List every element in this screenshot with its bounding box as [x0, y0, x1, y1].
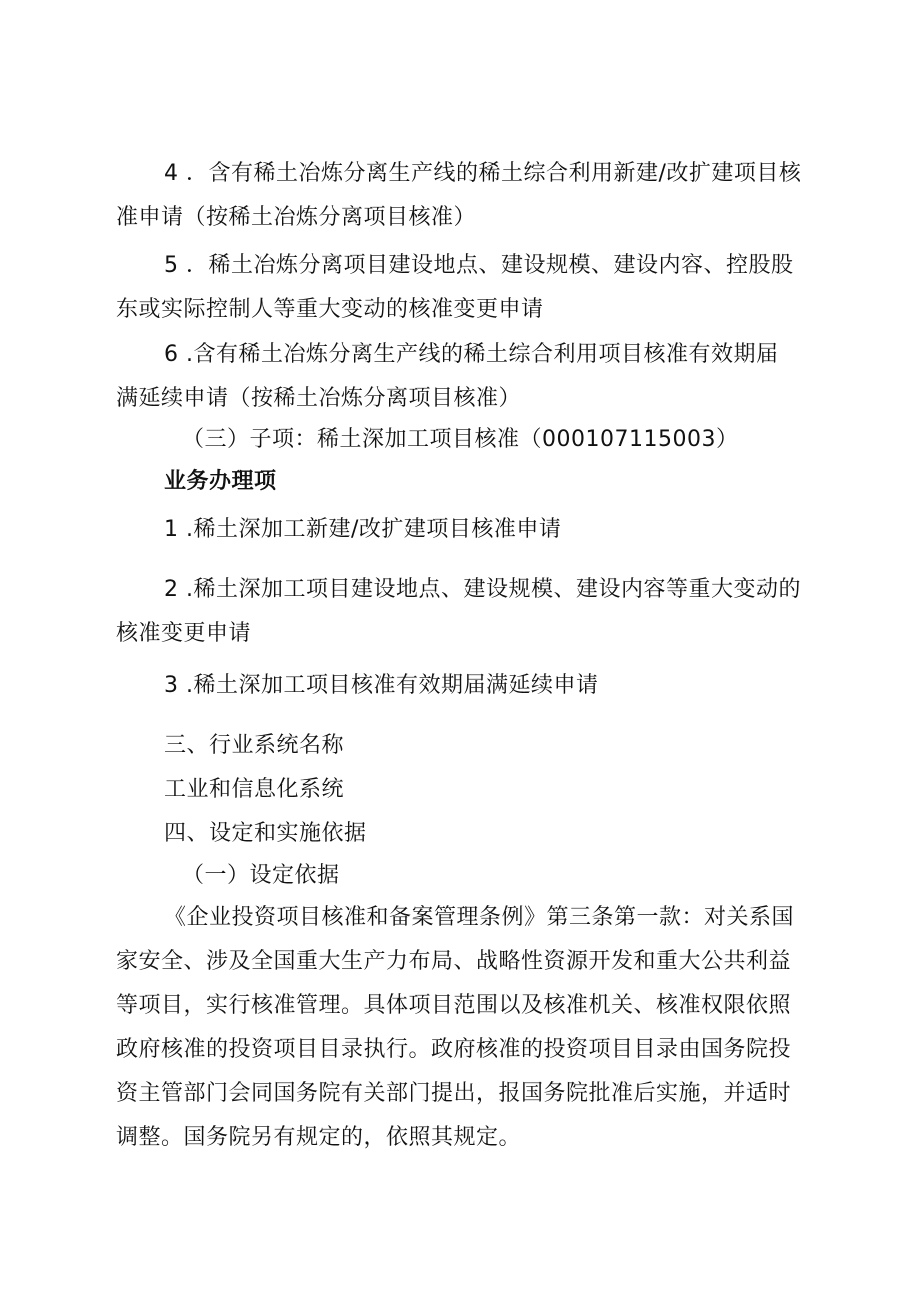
list-item-4	[116, 152, 816, 240]
text-line: 东或实际控制人等重大变动的核准变更申请	[116, 297, 544, 322]
text-line: 5 ．稀土冶炼分离项目建设地点、建设规模、建设内容、控股股	[164, 253, 794, 278]
text-line: 1 .稀土深加工新建/改扩建项目核准申请	[164, 517, 562, 542]
text-line: 家安全、涉及全国重大生产力布局、战略性资源开发和重大公共利益	[116, 949, 792, 974]
text-line: 工业和信息化系统	[164, 777, 345, 802]
text-line: 业务办理项	[164, 469, 277, 494]
industry-system-name	[116, 768, 816, 812]
text-line: 政府核准的投资项目目录执行。政府核准的投资项目目录由国务院投	[116, 1037, 792, 1062]
text-line: 三、行业系统名称	[164, 733, 345, 758]
text-line: 调整。国务院另有规定的，依照其规定。	[116, 1125, 522, 1150]
business-item-3	[116, 664, 816, 708]
text-line: 等项目，实行核准管理。具体项目范围以及核准机关、核准权限依照	[116, 993, 792, 1018]
business-item-2	[116, 568, 816, 656]
text-line: 3 .稀土深加工项目核准有效期届满延续申请	[164, 673, 599, 698]
text-line: 准申请（按稀土冶炼分离项目核准）	[116, 205, 477, 230]
list-item-5	[116, 244, 816, 332]
subitem-heading	[116, 418, 816, 462]
text-line: （三）子项：稀土深加工项目核准（000107115003）	[182, 427, 739, 452]
text-line: 《企业投资项目核准和备案管理条例》第三条第一款：对关系国	[164, 905, 795, 930]
section-4-heading	[116, 812, 816, 856]
business-item-1	[116, 508, 816, 552]
basis-subheading	[116, 854, 816, 898]
section-3-heading	[116, 724, 816, 768]
business-items-heading	[116, 460, 816, 504]
text-line: （一）设定依据	[182, 863, 340, 888]
text-line: 资主管部门会同国务院有关部门提出，报国务院批准后实施，并适时	[116, 1081, 792, 1106]
text-line: 核准变更申请	[116, 621, 252, 646]
basis-paragraph	[116, 896, 816, 1160]
list-item-6	[116, 333, 816, 421]
text-line: 满延续申请（按稀土冶炼分离项目核准）	[116, 386, 522, 411]
text-line: 6 .含有稀土冶炼分离生产线的稀土综合利用项目核准有效期届	[164, 342, 779, 367]
text-line: 2 .稀土深加工项目建设地点、建设规模、建设内容等重大变动的	[164, 577, 801, 602]
text-line: 四、设定和实施依据	[164, 821, 367, 846]
text-line: 4 ．含有稀土冶炼分离生产线的稀土综合利用新建/改扩建项目核	[164, 161, 802, 186]
